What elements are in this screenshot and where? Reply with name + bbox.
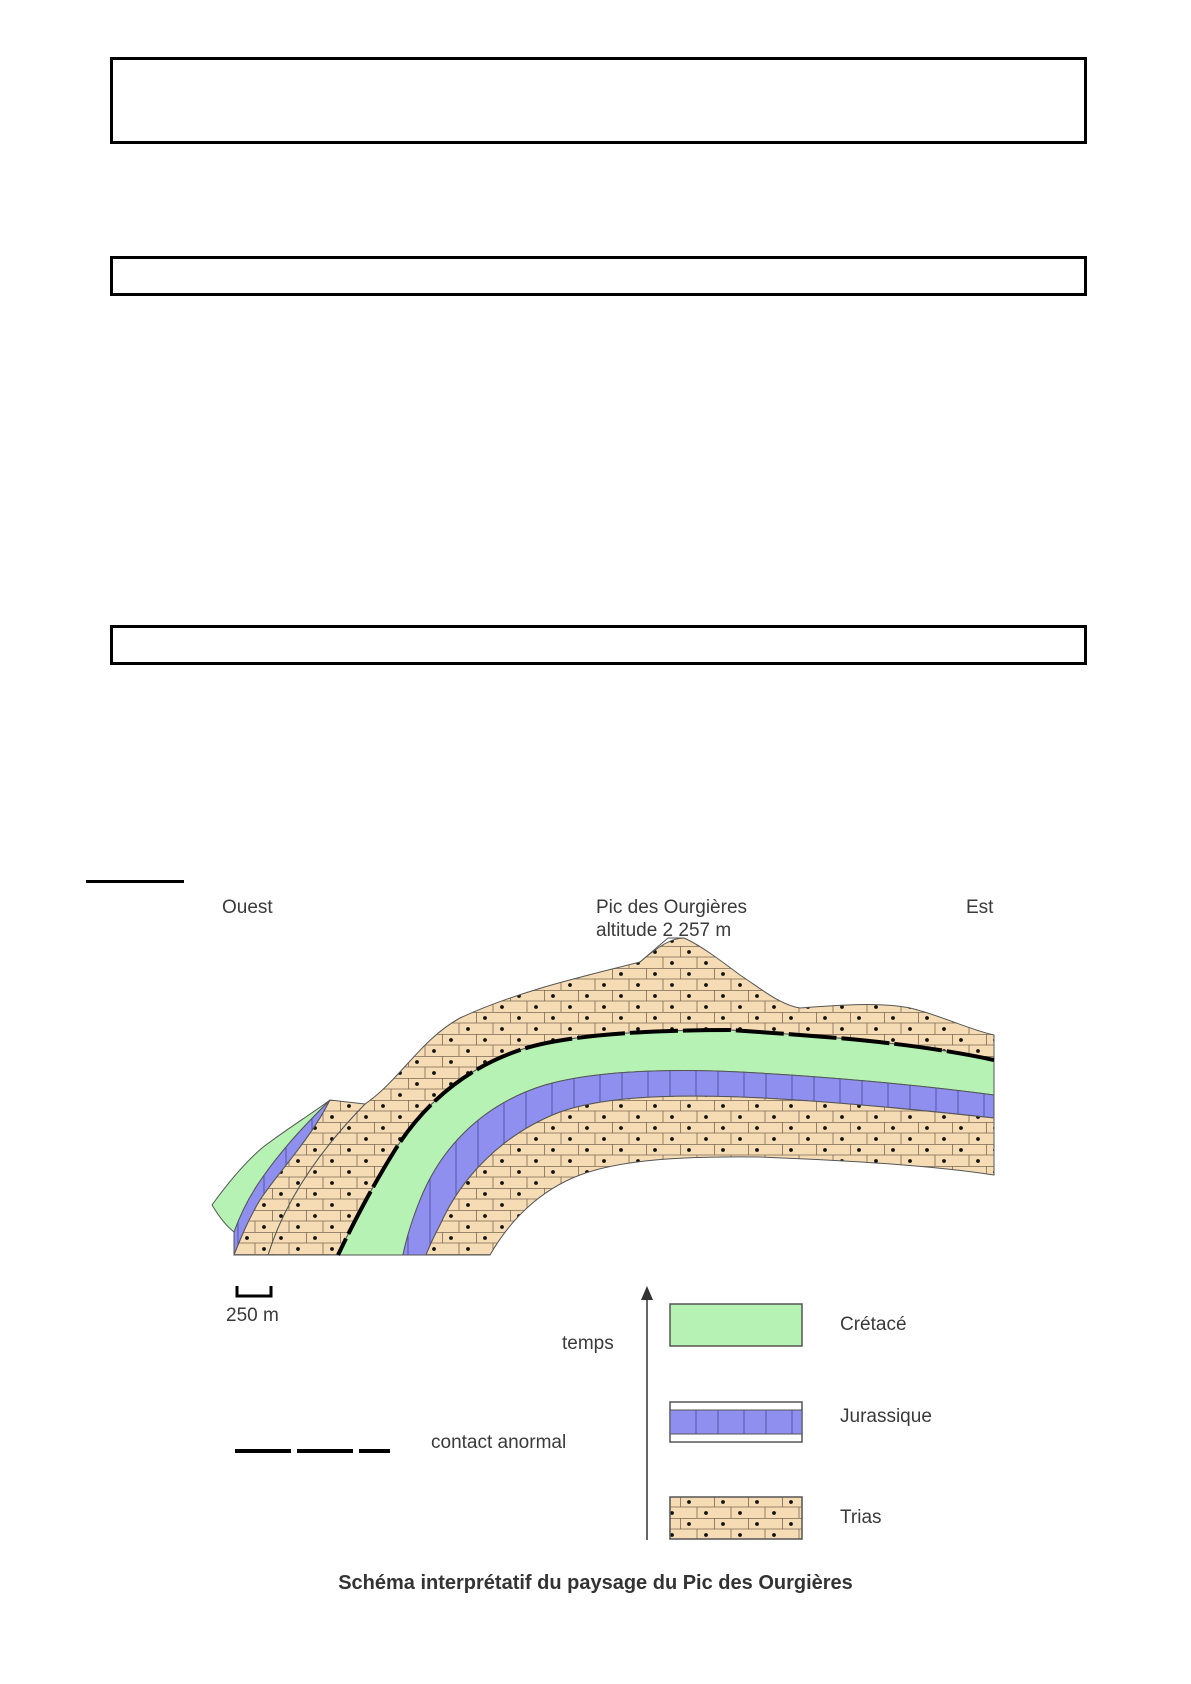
legend-contact-label: contact anormal [431, 1432, 567, 1453]
legend-swatch-cretace [670, 1304, 802, 1346]
legend-swatch-trias [670, 1497, 802, 1539]
scale-bar [237, 1286, 271, 1296]
legend-swatch-jurassique-band [670, 1410, 802, 1434]
figure-caption: Schéma interprétatif du paysage du Pic des Ourgières [338, 1572, 853, 1594]
label-peak-altitude: altitude 2 257 m [596, 920, 732, 941]
label-east: Est [966, 897, 994, 918]
time-arrow-head [641, 1286, 653, 1300]
scale-label: 250 m [226, 1305, 279, 1326]
legend-time-label: temps [562, 1333, 614, 1354]
label-peak-name: Pic des Ourgières [596, 897, 748, 918]
legend-trias-label: Trias [840, 1507, 882, 1528]
legend-cretace-label: Crétacé [840, 1314, 907, 1335]
legend-jurassique-label: Jurassique [840, 1406, 932, 1427]
label-west: Ouest [222, 897, 273, 918]
